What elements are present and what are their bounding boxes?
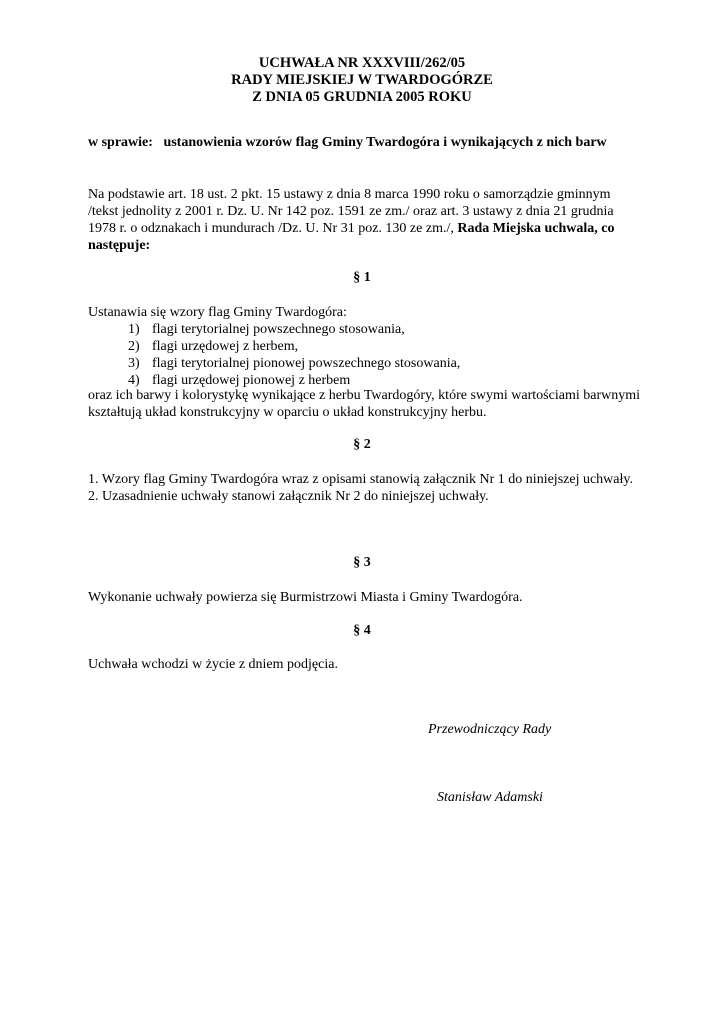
signature-role: Przewodniczący Rady: [428, 722, 552, 737]
list-item: 1. Wzory flag Gminy Twardogóra wraz z opisami stanowią załącznik Nr 1 do niniejszej uchwały.: [88, 472, 633, 487]
subject-line: [88, 135, 607, 151]
preamble-line-4: [88, 237, 640, 254]
section-1-heading: § 1: [353, 270, 371, 285]
section-1-intro: Ustanawia się wzory flag Gminy Twardogóra:: [88, 305, 347, 320]
preamble-line-4-bold: następuje:: [88, 238, 151, 253]
section-3-heading: § 3: [353, 555, 371, 570]
section-1-list: [128, 321, 460, 389]
list-item: 2. Uzasadnienie uchwały stanowi załącznik Nr 2 do niniejszej uchwały.: [88, 489, 489, 504]
section-2-heading: § 2: [353, 437, 371, 452]
section-4-heading: § 4: [353, 623, 371, 638]
preamble-line-3-bold: Rada Miejska uchwala, co: [457, 221, 615, 236]
list-item: 3) flagi terytorialnej pionowej powszechnego stosowania,: [128, 356, 461, 371]
section-3-text: Wykonanie uchwały powierza się Burmistrzowi Miasta i Gminy Twardogóra.: [88, 590, 523, 605]
list-item: 2) flagi urzędowej z herbem,: [128, 339, 299, 354]
section-4-text: Uchwała wchodzi w życie z dniem podjęcia.: [88, 657, 338, 672]
document-title: [0, 55, 724, 106]
list-item: 4) flagi urzędowej pionowej z herbem: [128, 373, 351, 388]
preamble-line-3-text: 1978 r. o odznakach i mundurach /Dz. U. Nr 31 poz. 130 ze zm./,: [88, 221, 454, 236]
subject-label: w sprawie:: [88, 135, 153, 150]
title-line-1: UCHWAŁA NR XXXVIII/262/05: [258, 55, 466, 71]
signature-name: Stanisław Adamski: [437, 790, 543, 805]
list-item: 1) flagi terytorialnej powszechnego stosowania,: [128, 322, 405, 337]
preamble-line-3: [88, 220, 640, 237]
section-2-list: [88, 471, 640, 505]
preamble-line-2: /tekst jednolity z 2001 r. Dz. U. Nr 142 poz. 1591 ze zm./ oraz art. 3 ustawy z dnia 21 grudnia: [88, 204, 614, 219]
preamble: [88, 186, 640, 254]
section-1-closing: oraz ich barwy i kolorystykę wynikające z herbu Twardogóry, które swymi wartościami barwnymi kształtują układ konstrukcyjny w oparciu o układ konstrukcyjny herbu.: [88, 388, 640, 420]
title-line-3: Z DNIA 05 GRUDNIA 2005 ROKU: [252, 89, 472, 105]
preamble-line-1: Na podstawie art. 18 ust. 2 pkt. 15 ustawy z dnia 8 marca 1990 roku o samorządzie gminnym: [88, 187, 611, 202]
subject-text: ustanowienia wzorów flag Gminy Twardogóra i wynikających z nich barw: [163, 135, 607, 150]
title-line-2: RADY MIEJSKIEJ W TWARDOGÓRZE: [231, 72, 493, 88]
